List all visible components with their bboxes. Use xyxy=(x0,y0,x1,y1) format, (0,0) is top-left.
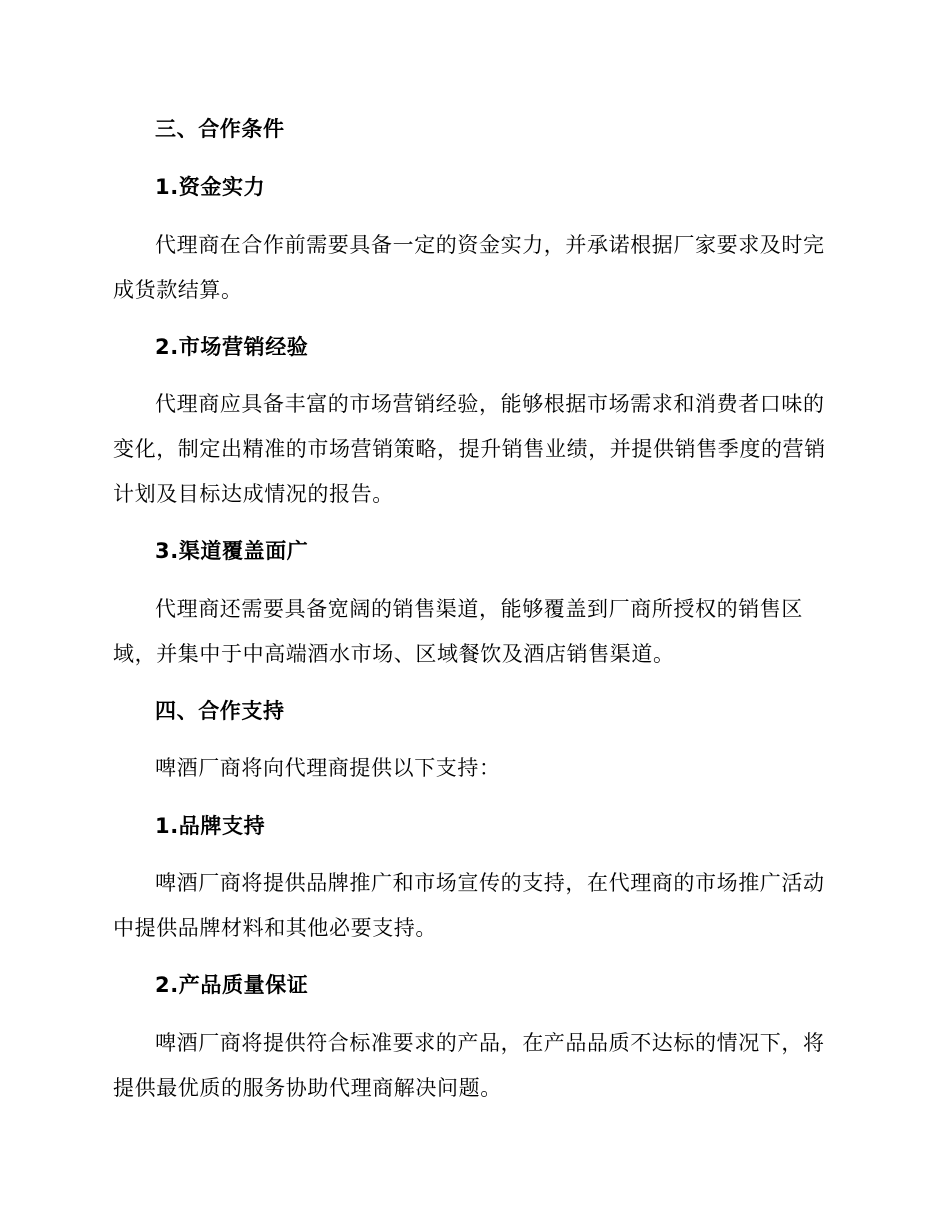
paragraph-line: 计划及目标达成情况的报告。 xyxy=(113,482,394,506)
paragraph-line: 代理商还需要具备宽阔的销售渠道，能够覆盖到厂商所授权的销售区 xyxy=(155,597,803,621)
paragraph-line: 代理商在合作前需要具备一定的资金实力，并承诺根据厂家要求及时完 xyxy=(155,233,825,257)
paragraph-line: 啤酒厂商将提供符合标准要求的产品，在产品品质不达标的情况下，将 xyxy=(155,1031,825,1055)
paragraph-line: 提供最优质的服务协助代理商解决问题。 xyxy=(113,1076,502,1100)
item-title-marketing-experience: 2.市场营销经验 xyxy=(155,335,309,359)
item-title-channel-coverage: 3.渠道覆盖面广 xyxy=(155,539,309,563)
item-title-funding: 1.资金实力 xyxy=(155,175,266,199)
section-intro: 啤酒厂商将向代理商提供以下支持： xyxy=(155,756,501,780)
item-title-brand-support: 1.品牌支持 xyxy=(155,814,266,838)
section-heading-cooperation-support: 四、合作支持 xyxy=(155,699,285,723)
paragraph-line: 中提供品牌材料和其他必要支持。 xyxy=(113,916,437,940)
paragraph-line: 代理商应具备丰富的市场营销经验，能够根据市场需求和消费者口味的 xyxy=(155,392,825,416)
paragraph-line: 成货款结算。 xyxy=(113,278,243,302)
item-title-quality-guarantee: 2.产品质量保证 xyxy=(155,973,309,997)
paragraph-line: 域，并集中于中高端酒水市场、区域餐饮及酒店销售渠道。 xyxy=(113,642,675,666)
paragraph-line: 变化，制定出精准的市场营销策略，提升销售业绩，并提供销售季度的营销 xyxy=(113,437,826,461)
section-heading-cooperation-conditions: 三、合作条件 xyxy=(155,117,285,141)
paragraph-line: 啤酒厂商将提供品牌推广和市场宣传的支持，在代理商的市场推广活动 xyxy=(155,871,825,895)
